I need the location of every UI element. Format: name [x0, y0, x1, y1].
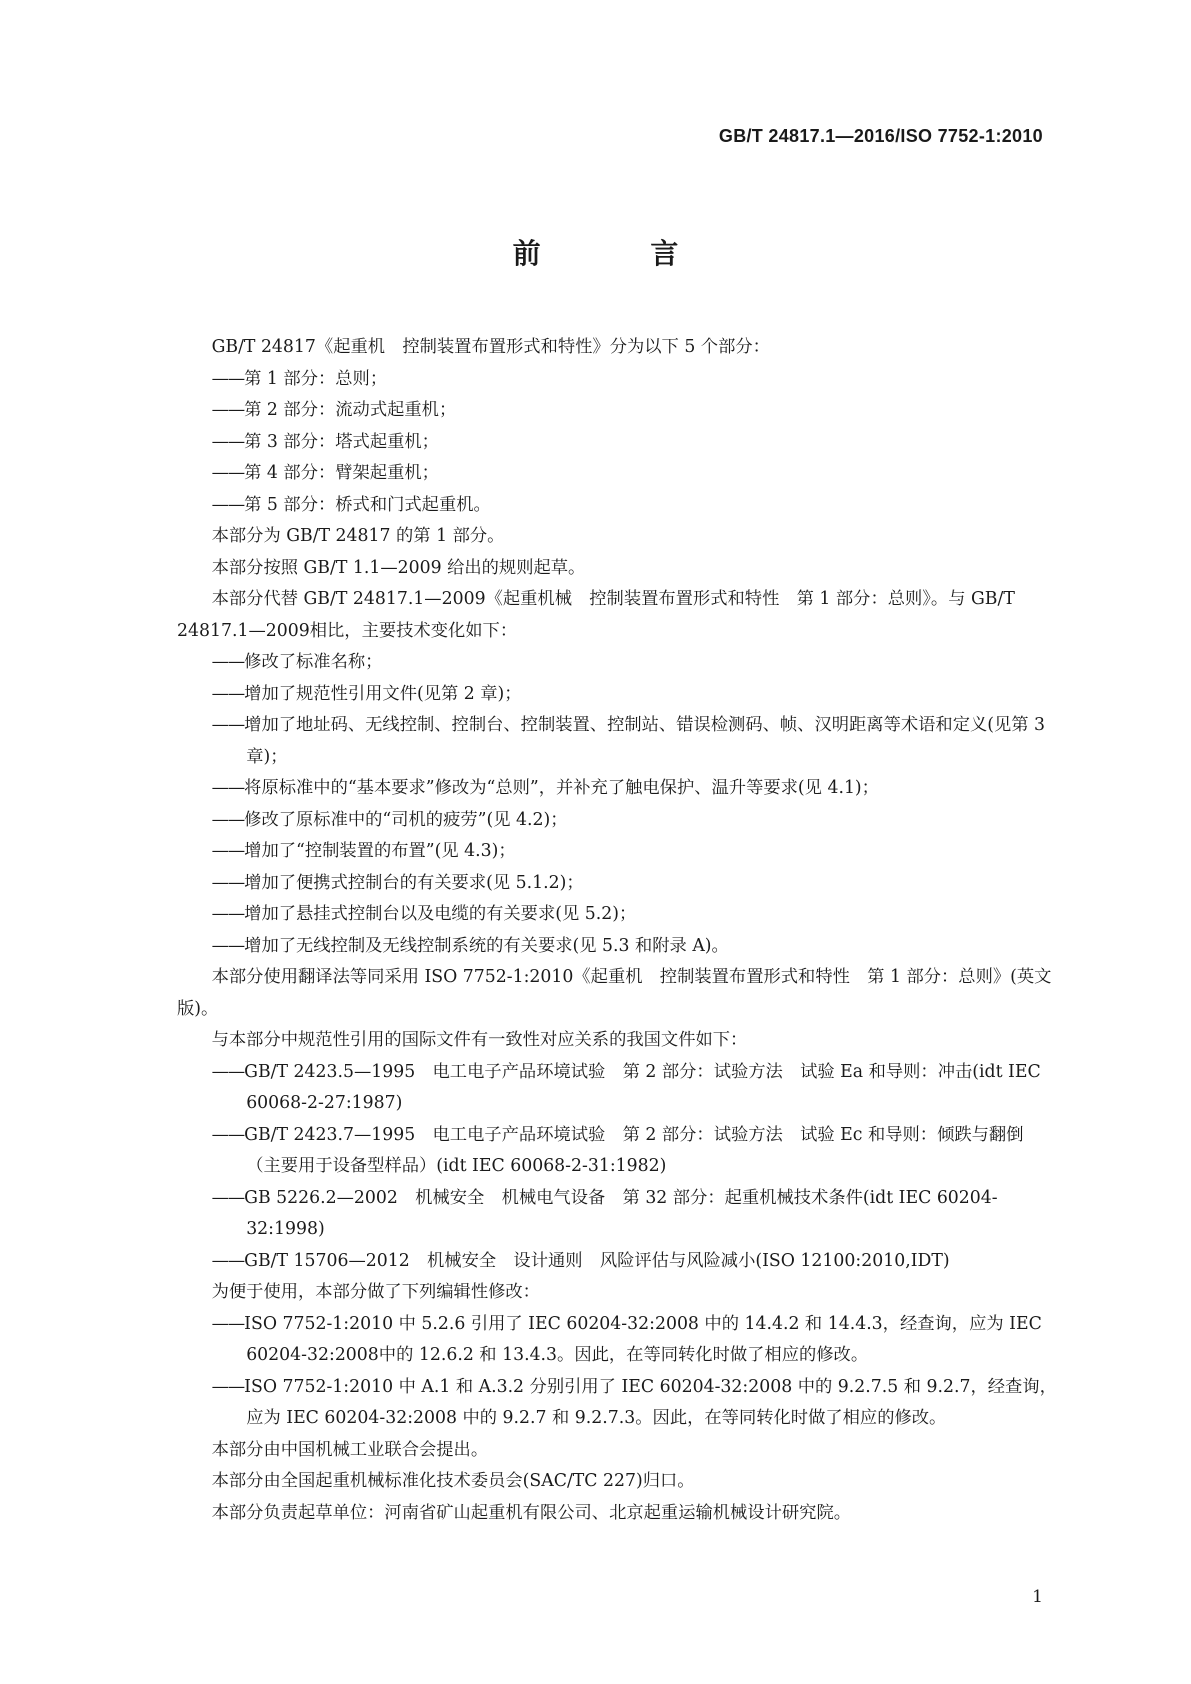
dash-mark: ——: [211, 400, 245, 420]
list-item-text: 修改了标准名称；: [244, 652, 383, 672]
dash-mark: ——: [211, 841, 245, 861]
dash-mark: ——: [211, 1250, 245, 1271]
list-item-text: 增加了规范性引用文件(见第 2 章)；: [244, 683, 522, 704]
dash-mark: ——: [211, 1187, 245, 1208]
list-item-text: 增加了悬挂式控制台以及电缆的有关要求(见 5.2)；: [244, 904, 637, 924]
list-item-text: 增加了无线控制及无线控制系统的有关要求(见 5.3 和附录 A)。: [244, 935, 729, 956]
paragraph-under-jurisdiction: 本部分由全国起重机械标准化技术委员会(SAC/TC 227)归口。: [211, 1471, 695, 1491]
dash-mark: ——: [211, 935, 245, 956]
paragraph-parts-intro: GB/T 24817《起重机 控制装置布置形式和特性》分为以下 5 个部分：: [211, 337, 770, 357]
paragraph-translation: 本部分使用翻译法等同采用 ISO 7752-1:2010《起重机 控制装置布置形式和特性 第 1 部分：总则》(英文版)。: [177, 967, 1052, 1019]
list-item-text: 增加了便携式控制台的有关要求(见 5.1.2)；: [244, 872, 584, 893]
list-item-change: [177, 773, 1057, 805]
paragraph-replaces: 本部分代替 GB/T 24817.1—2009《起重机械 控制装置布置形式和特性 第 1 部分：总则》。与 GB/T 24817.1—2009相比，主要技术变化如下：: [177, 589, 1021, 641]
list-item-text: 将原标准中的“基本要求”修改为“总则”，并补充了触电保护、温升等要求(见 4.1)；: [244, 778, 879, 798]
list-item-text: 增加了地址码、无线控制、控制台、控制装置、控制站、错误检测码、帧、汉明距离等术语和定义(见第 3 章)；: [244, 715, 1051, 767]
list-item-editorial-change: [177, 1372, 1057, 1435]
dash-mark: ——: [211, 1313, 245, 1334]
list-item-change: [177, 868, 1057, 900]
list-item-part: [177, 490, 1057, 522]
paragraph-drafting-rules: 本部分按照 GB/T 1.1—2009 给出的规则起草。: [211, 557, 586, 578]
list-item-text: ISO 7752-1:2010 中 5.2.6 引用了 IEC 60204-32:2008 中的 14.4.2 和 14.4.3，经查询，应为 IEC 60204-32:2008中的 12.6.2 和 13.4.3。因此，在等同转化时做了相应的修改。: [244, 1313, 1048, 1365]
list-item-change: [177, 899, 1057, 931]
list-item-reference: [177, 1246, 1057, 1278]
page-title: 前 言: [512, 237, 729, 270]
list-item-part: [177, 458, 1057, 490]
dash-mark: ——: [211, 652, 245, 672]
dash-mark: ——: [211, 809, 245, 830]
list-item-change: [177, 805, 1057, 837]
list-item-change: [177, 710, 1057, 773]
page-number: 1: [1032, 1587, 1043, 1607]
paragraph-drafting-units: 本部分负责起草单位：河南省矿山起重机有限公司、北京起重运输机械设计研究院。: [211, 1502, 852, 1523]
list-item-change: [177, 836, 1057, 868]
list-item-reference: [177, 1183, 1057, 1246]
list-item-text: 修改了原标准中的“司机的疲劳”(见 4.2)；: [244, 809, 568, 830]
list-item-text: 第 3 部分：塔式起重机；: [244, 431, 439, 452]
dash-mark: ——: [211, 368, 245, 389]
paragraph-corresponding-docs: 与本部分中规范性引用的国际文件有一致性对应关系的我国文件如下：: [211, 1030, 748, 1050]
dash-mark: ——: [211, 1061, 245, 1082]
list-item-text: GB/T 2423.5—1995 电工电子产品环境试验 第 2 部分：试验方法 试验 Ea 和导则：冲击(idt IEC 60068-2-27:1987): [244, 1061, 1047, 1113]
list-item-text: 增加了“控制装置的布置”(见 4.3)；: [244, 841, 516, 861]
foreword-body: [177, 332, 1057, 1529]
list-item-part: [177, 395, 1057, 427]
dash-mark: ——: [211, 494, 245, 515]
list-item-change: [177, 647, 1057, 679]
dash-mark: ——: [211, 872, 245, 893]
list-item-text: 第 1 部分：总则；: [244, 368, 388, 389]
paragraph-proposed-by: 本部分由中国机械工业联合会提出。: [211, 1439, 489, 1460]
list-item-change: [177, 931, 1057, 963]
list-item-text: GB/T 15706—2012 机械安全 设计通则 风险评估与风险减小(ISO 12100:2010,IDT): [244, 1250, 950, 1271]
dash-mark: ——: [211, 1376, 245, 1397]
list-item-text: 第 4 部分：臂架起重机；: [244, 463, 439, 483]
list-item-part: [177, 427, 1057, 459]
standard-code-header: GB/T 24817.1—2016/ISO 7752-1:2010: [718, 126, 1043, 146]
list-item-part: [177, 364, 1057, 396]
list-item-reference: [177, 1120, 1057, 1183]
dash-mark: ——: [211, 1124, 245, 1145]
list-item-editorial-change: [177, 1309, 1057, 1372]
list-item-text: 第 5 部分：桥式和门式起重机。: [244, 494, 491, 515]
list-item-reference: [177, 1057, 1057, 1120]
list-item-text: GB/T 2423.7—1995 电工电子产品环境试验 第 2 部分：试验方法 试验 Ec 和导则：倾跌与翻倒（主要用于设备型样品）(idt IEC 60068-2-31:1982): [244, 1124, 1024, 1176]
dash-mark: ——: [211, 715, 245, 735]
list-item-text: GB 5226.2—2002 机械安全 机械电气设备 第 32 部分：起重机械技术条件(idt IEC 60204-32:1998): [244, 1187, 998, 1239]
paragraph-editorial-intro: 为便于使用，本部分做了下列编辑性修改：: [211, 1282, 540, 1302]
list-item-text: ISO 7752-1:2010 中 A.1 和 A.3.2 分别引用了 IEC 60204-32:2008 中的 9.2.7.5 和 9.2.7，经查询，应为 IEC 60204-32:2008 中的 9.2.7 和 9.2.7.3。因此，在等同转化时做了相应的修改。: [244, 1376, 1057, 1428]
list-item-change: [177, 679, 1057, 711]
paragraph-part-number: 本部分为 GB/T 24817 的第 1 部分。: [211, 526, 505, 546]
dash-mark: ——: [211, 463, 245, 483]
dash-mark: ——: [211, 778, 245, 798]
dash-mark: ——: [211, 683, 245, 704]
dash-mark: ——: [211, 904, 245, 924]
dash-mark: ——: [211, 431, 245, 452]
list-item-text: 第 2 部分：流动式起重机；: [244, 400, 457, 420]
